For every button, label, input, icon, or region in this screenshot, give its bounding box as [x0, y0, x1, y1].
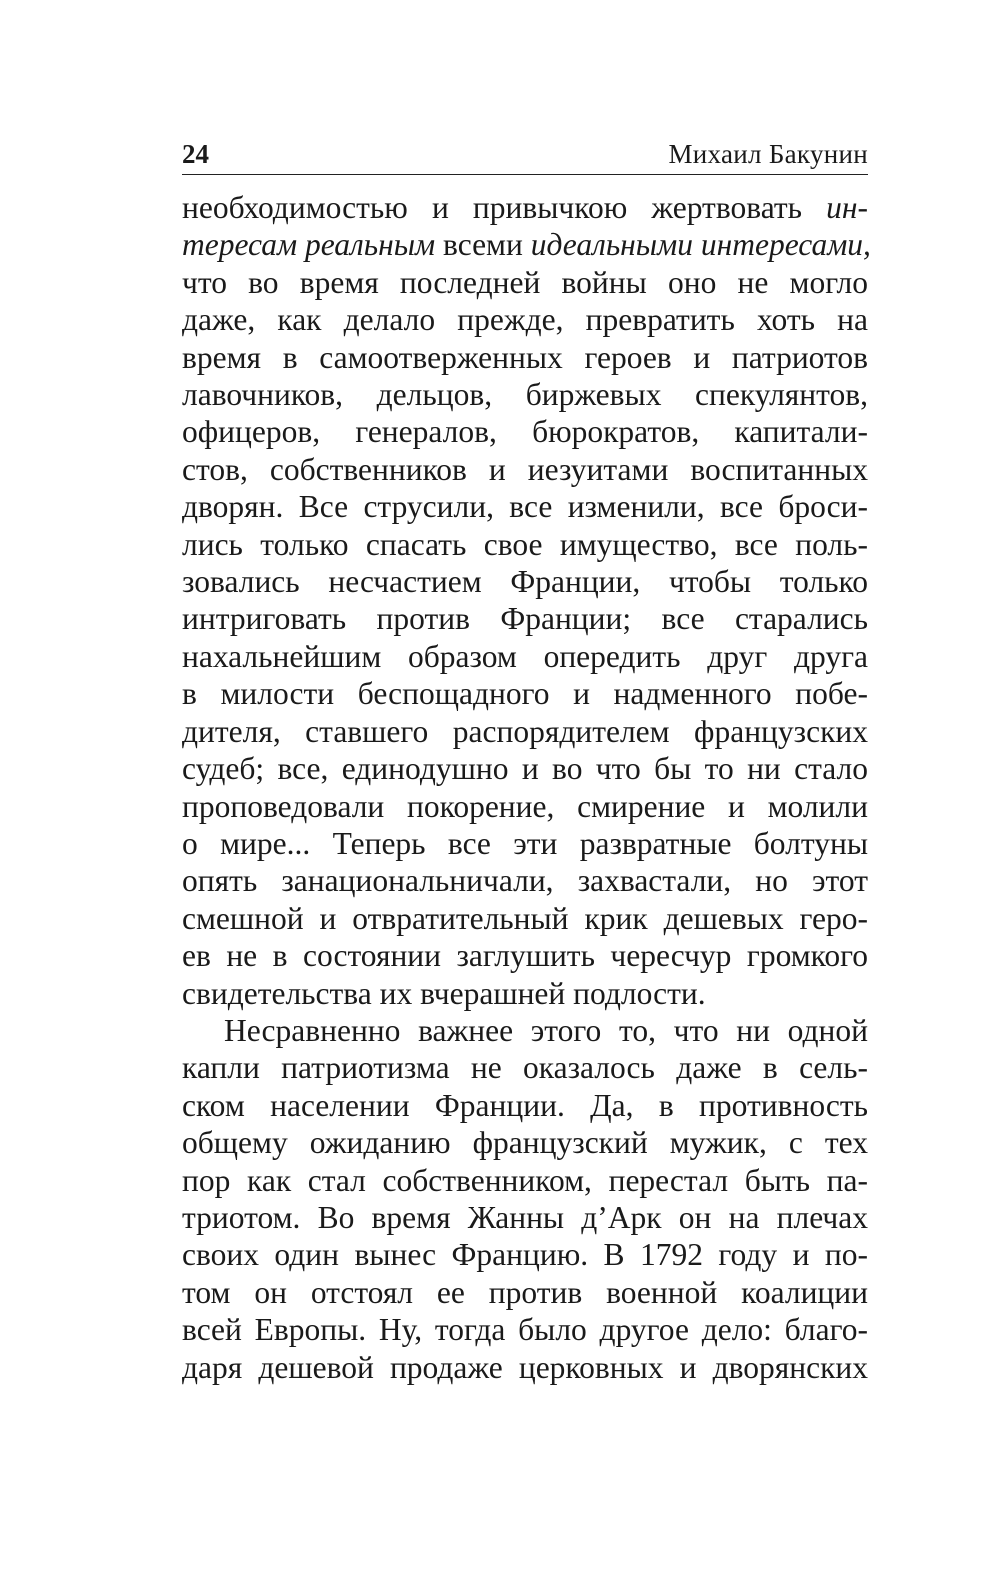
text-line [182, 1236, 868, 1273]
body-text [182, 189, 871, 1386]
italic-text: ин- [826, 190, 868, 225]
text-line [182, 488, 868, 525]
page-number: 24 [182, 139, 209, 169]
text-run: лавочников, дельцов, биржевых спекулянтов, [182, 377, 868, 413]
text-run: дворян. Все струсили, все изменили, все броси- [182, 489, 868, 525]
text-run: время в самоотверженных героев и патриотов [182, 339, 868, 375]
text-line [182, 563, 868, 600]
text-line [182, 526, 868, 563]
text-line [182, 301, 868, 338]
text-line [182, 189, 868, 226]
running-title: Михаил Бакунин [668, 139, 868, 169]
text-line [182, 862, 868, 899]
text-line [182, 376, 868, 413]
text-run: даря дешевой продаже церковных и дворянских [182, 1349, 868, 1385]
paragraph [182, 189, 871, 1012]
text-run: лись только спасать свое имущество, все поль- [182, 526, 868, 562]
text-line [182, 1087, 868, 1124]
text-line [182, 413, 868, 450]
book-page [182, 130, 871, 1386]
text-line [182, 264, 868, 301]
text-line [182, 1162, 868, 1199]
text-line [182, 1349, 868, 1386]
text-run: судеб; все, единодушно и во что бы то ни стало [182, 751, 868, 787]
text-run: в милости беспощадного и надменного побе- [182, 676, 868, 712]
text-run: Несравненно важнее этого то, что ни одной [224, 1012, 868, 1048]
running-head [182, 130, 868, 175]
text-run: триотом. Во время Жанны д’Арк он на плечах [182, 1199, 868, 1235]
text-run: ев не в состоянии заглушить чересчур громкого [182, 938, 868, 974]
text-line [182, 1012, 868, 1049]
text-run: что во время последней войны оно не могло [182, 264, 868, 300]
italic-text: идеальными интересами, [530, 227, 871, 263]
text-run: пор как стал собственником, перестал быть па- [182, 1162, 868, 1198]
text-line [182, 750, 868, 787]
text-line [182, 638, 868, 675]
text-run: стов, собственников и иезуитами воспитанных [182, 451, 868, 487]
text-line [182, 713, 868, 750]
text-run: всей Европы. Ну, тогда было другое дело: благо- [182, 1312, 868, 1348]
text-run: необходимостью и привычкою жертвовать [182, 190, 827, 225]
text-line [182, 788, 868, 825]
text-line [182, 1199, 868, 1236]
text-run: капли патриотизма не оказалось даже в сель- [182, 1050, 868, 1086]
text-run: о мире... Теперь все эти развратные болтуны [182, 825, 868, 861]
text-line [182, 1049, 868, 1086]
text-line [182, 451, 868, 488]
text-line [182, 1311, 868, 1348]
text-run: интриговать против Франции; все старались [182, 601, 868, 637]
text-run: опять занациональничали, захвастали, но этот [182, 863, 868, 899]
text-run: нахальнейшим образом опередить друг друга [182, 638, 868, 674]
text-line [182, 937, 868, 974]
text-run: зовались несчастием Франции, чтобы только [182, 564, 868, 600]
text-run: дителя, ставшего распорядителем французских [182, 713, 868, 749]
text-run: свидетельства их вчерашней подлости. [182, 975, 706, 1011]
text-run: офицеров, генералов, бюрократов, капитали- [182, 414, 868, 450]
text-run: всеми [435, 227, 531, 263]
text-line [182, 226, 871, 263]
text-run: общему ожиданию французский мужик, с тех [182, 1125, 868, 1161]
text-run: том он отстоял ее против военной коалиции [182, 1274, 868, 1310]
text-run: даже, как делало прежде, превратить хоть на [182, 302, 868, 338]
text-run: ском населении Франции. Да, в противность [182, 1087, 868, 1123]
text-line [182, 900, 868, 937]
paragraph [182, 1012, 868, 1386]
text-run: проповедовали покорение, смирение и молили [182, 788, 868, 824]
text-line [182, 339, 868, 376]
text-line [182, 675, 868, 712]
text-run: своих один вынес Францию. В 1792 году и по- [182, 1237, 868, 1273]
text-run: смешной и отвратительный крик дешевых геро- [182, 900, 868, 936]
text-line [182, 1274, 868, 1311]
text-line [182, 825, 868, 862]
italic-text: тересам реальным [182, 227, 436, 263]
text-line [182, 1124, 868, 1161]
text-line [182, 600, 868, 637]
text-line [182, 975, 868, 1012]
